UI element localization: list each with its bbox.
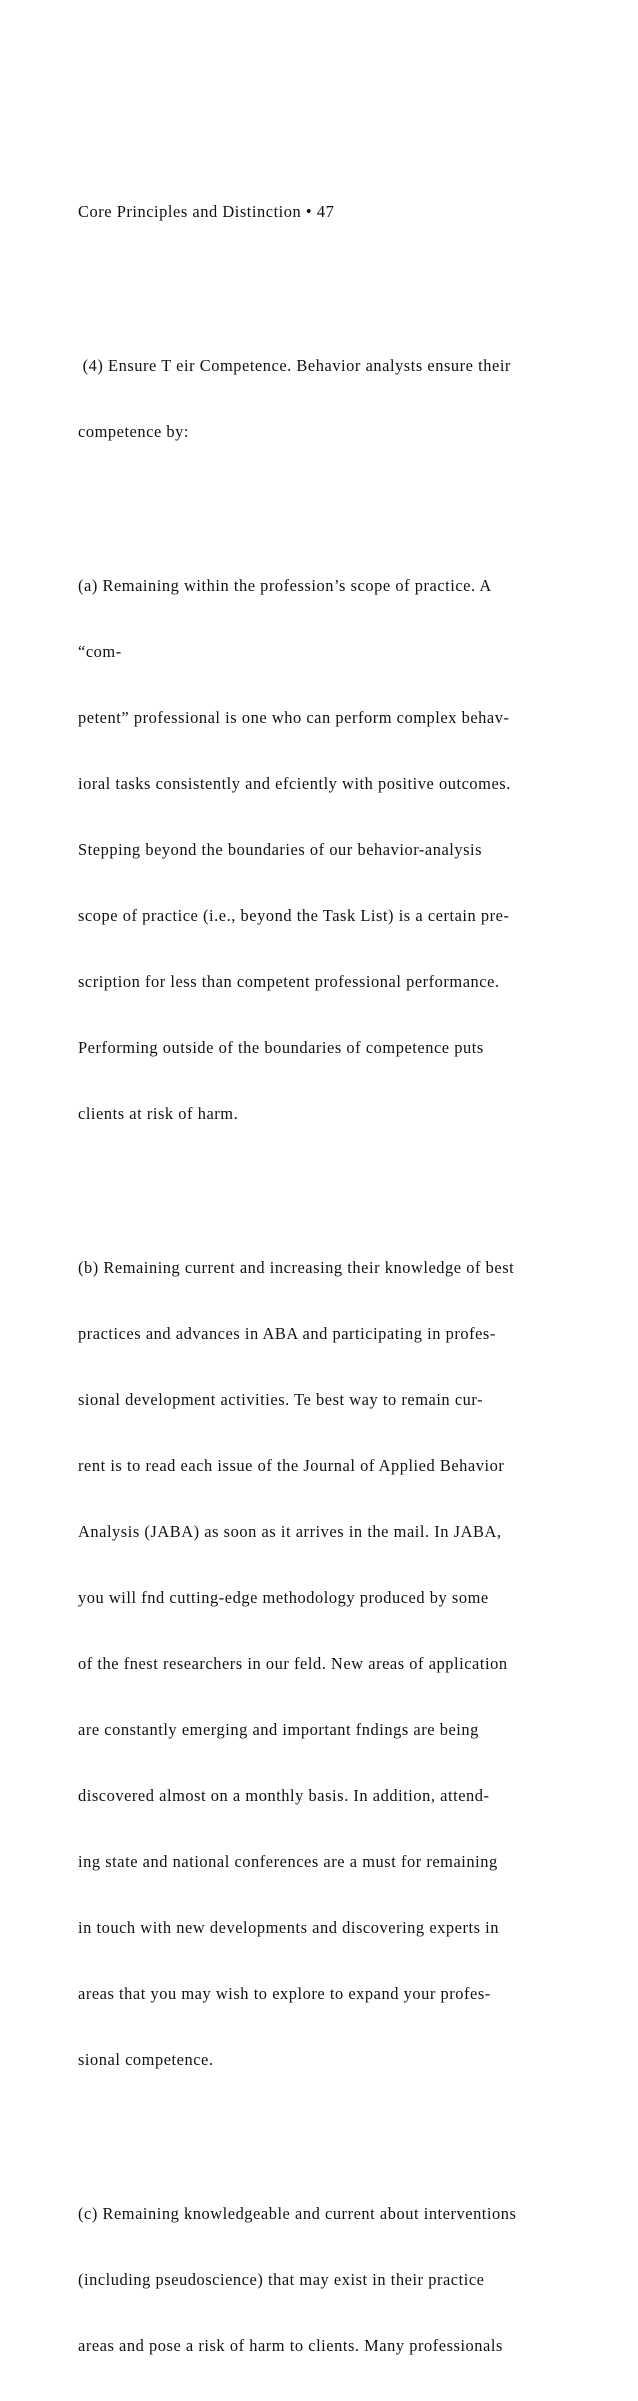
paragraph-c-line: areas and pose a risk of harm to clients. Many professionals	[78, 2336, 503, 2355]
paragraph-b-line: sional development activities. Te best way to remain cur-	[78, 1390, 484, 1409]
blank-line	[78, 2115, 618, 2137]
paragraph-b-line: practices and advances in ABA and participating in profes-	[78, 1324, 496, 1343]
paragraph-b-line: Analysis (JABA) as soon as it arrives in the mail. In JABA,	[78, 1522, 502, 1541]
section-heading-line: (4) Ensure T eir Competence. Behavior analysts ensure their	[78, 356, 511, 375]
paragraph-b-line: ing state and national conferences are a must for remaining	[78, 1852, 498, 1871]
paragraph-b-line: sional competence.	[78, 2050, 214, 2069]
paragraph-b-line: you will fnd cutting-edge methodology produced by some	[78, 1588, 489, 1607]
paragraph-a-line: scope of practice (i.e., beyond the Task List) is a certain pre-	[78, 906, 510, 925]
body-text	[78, 157, 618, 2401]
paragraph-a-line: clients at risk of harm.	[78, 1104, 239, 1123]
paragraph-b-line: discovered almost on a monthly basis. In addition, attend-	[78, 1786, 490, 1805]
paragraph-b-line: (b) Remaining current and increasing their knowledge of best	[78, 1258, 515, 1277]
blank-line	[78, 267, 618, 289]
paragraph-b-line: in touch with new developments and discovering experts in	[78, 1918, 499, 1937]
section-heading-line: competence by:	[78, 422, 190, 441]
paragraph-c-line: (including pseudoscience) that may exist in their practice	[78, 2270, 485, 2289]
blank-line	[78, 487, 618, 509]
paragraph-a-line: petent” professional is one who can perform complex behav-	[78, 708, 510, 727]
paragraph-a-line: “com-	[78, 642, 122, 661]
paragraph-a-line: scription for less than competent professional performance.	[78, 972, 500, 991]
paragraph-b-line: are constantly emerging and important fndings are being	[78, 1720, 479, 1739]
blank-line	[78, 1169, 618, 1191]
paragraph-a-line: Stepping beyond the boundaries of our behavior-analysis	[78, 840, 483, 859]
paragraph-b-line: of the fnest researchers in our feld. New areas of application	[78, 1654, 508, 1673]
paragraph-a-line: (a) Remaining within the profession’s scope of practice. A	[78, 576, 492, 595]
paragraph-a-line: ioral tasks consistently and efciently with positive outcomes.	[78, 774, 511, 793]
paragraph-c-line: (c) Remaining knowledgeable and current about interventions	[78, 2204, 517, 2223]
paragraph-b-line: rent is to read each issue of the Journal of Applied Behavior	[78, 1456, 505, 1475]
paragraph-b-line: areas that you may wish to explore to expand your profes-	[78, 1984, 491, 2003]
paragraph-a-line: Performing outside of the boundaries of competence puts	[78, 1038, 484, 1057]
page-header: Core Principles and Distinction • 47	[78, 202, 335, 221]
